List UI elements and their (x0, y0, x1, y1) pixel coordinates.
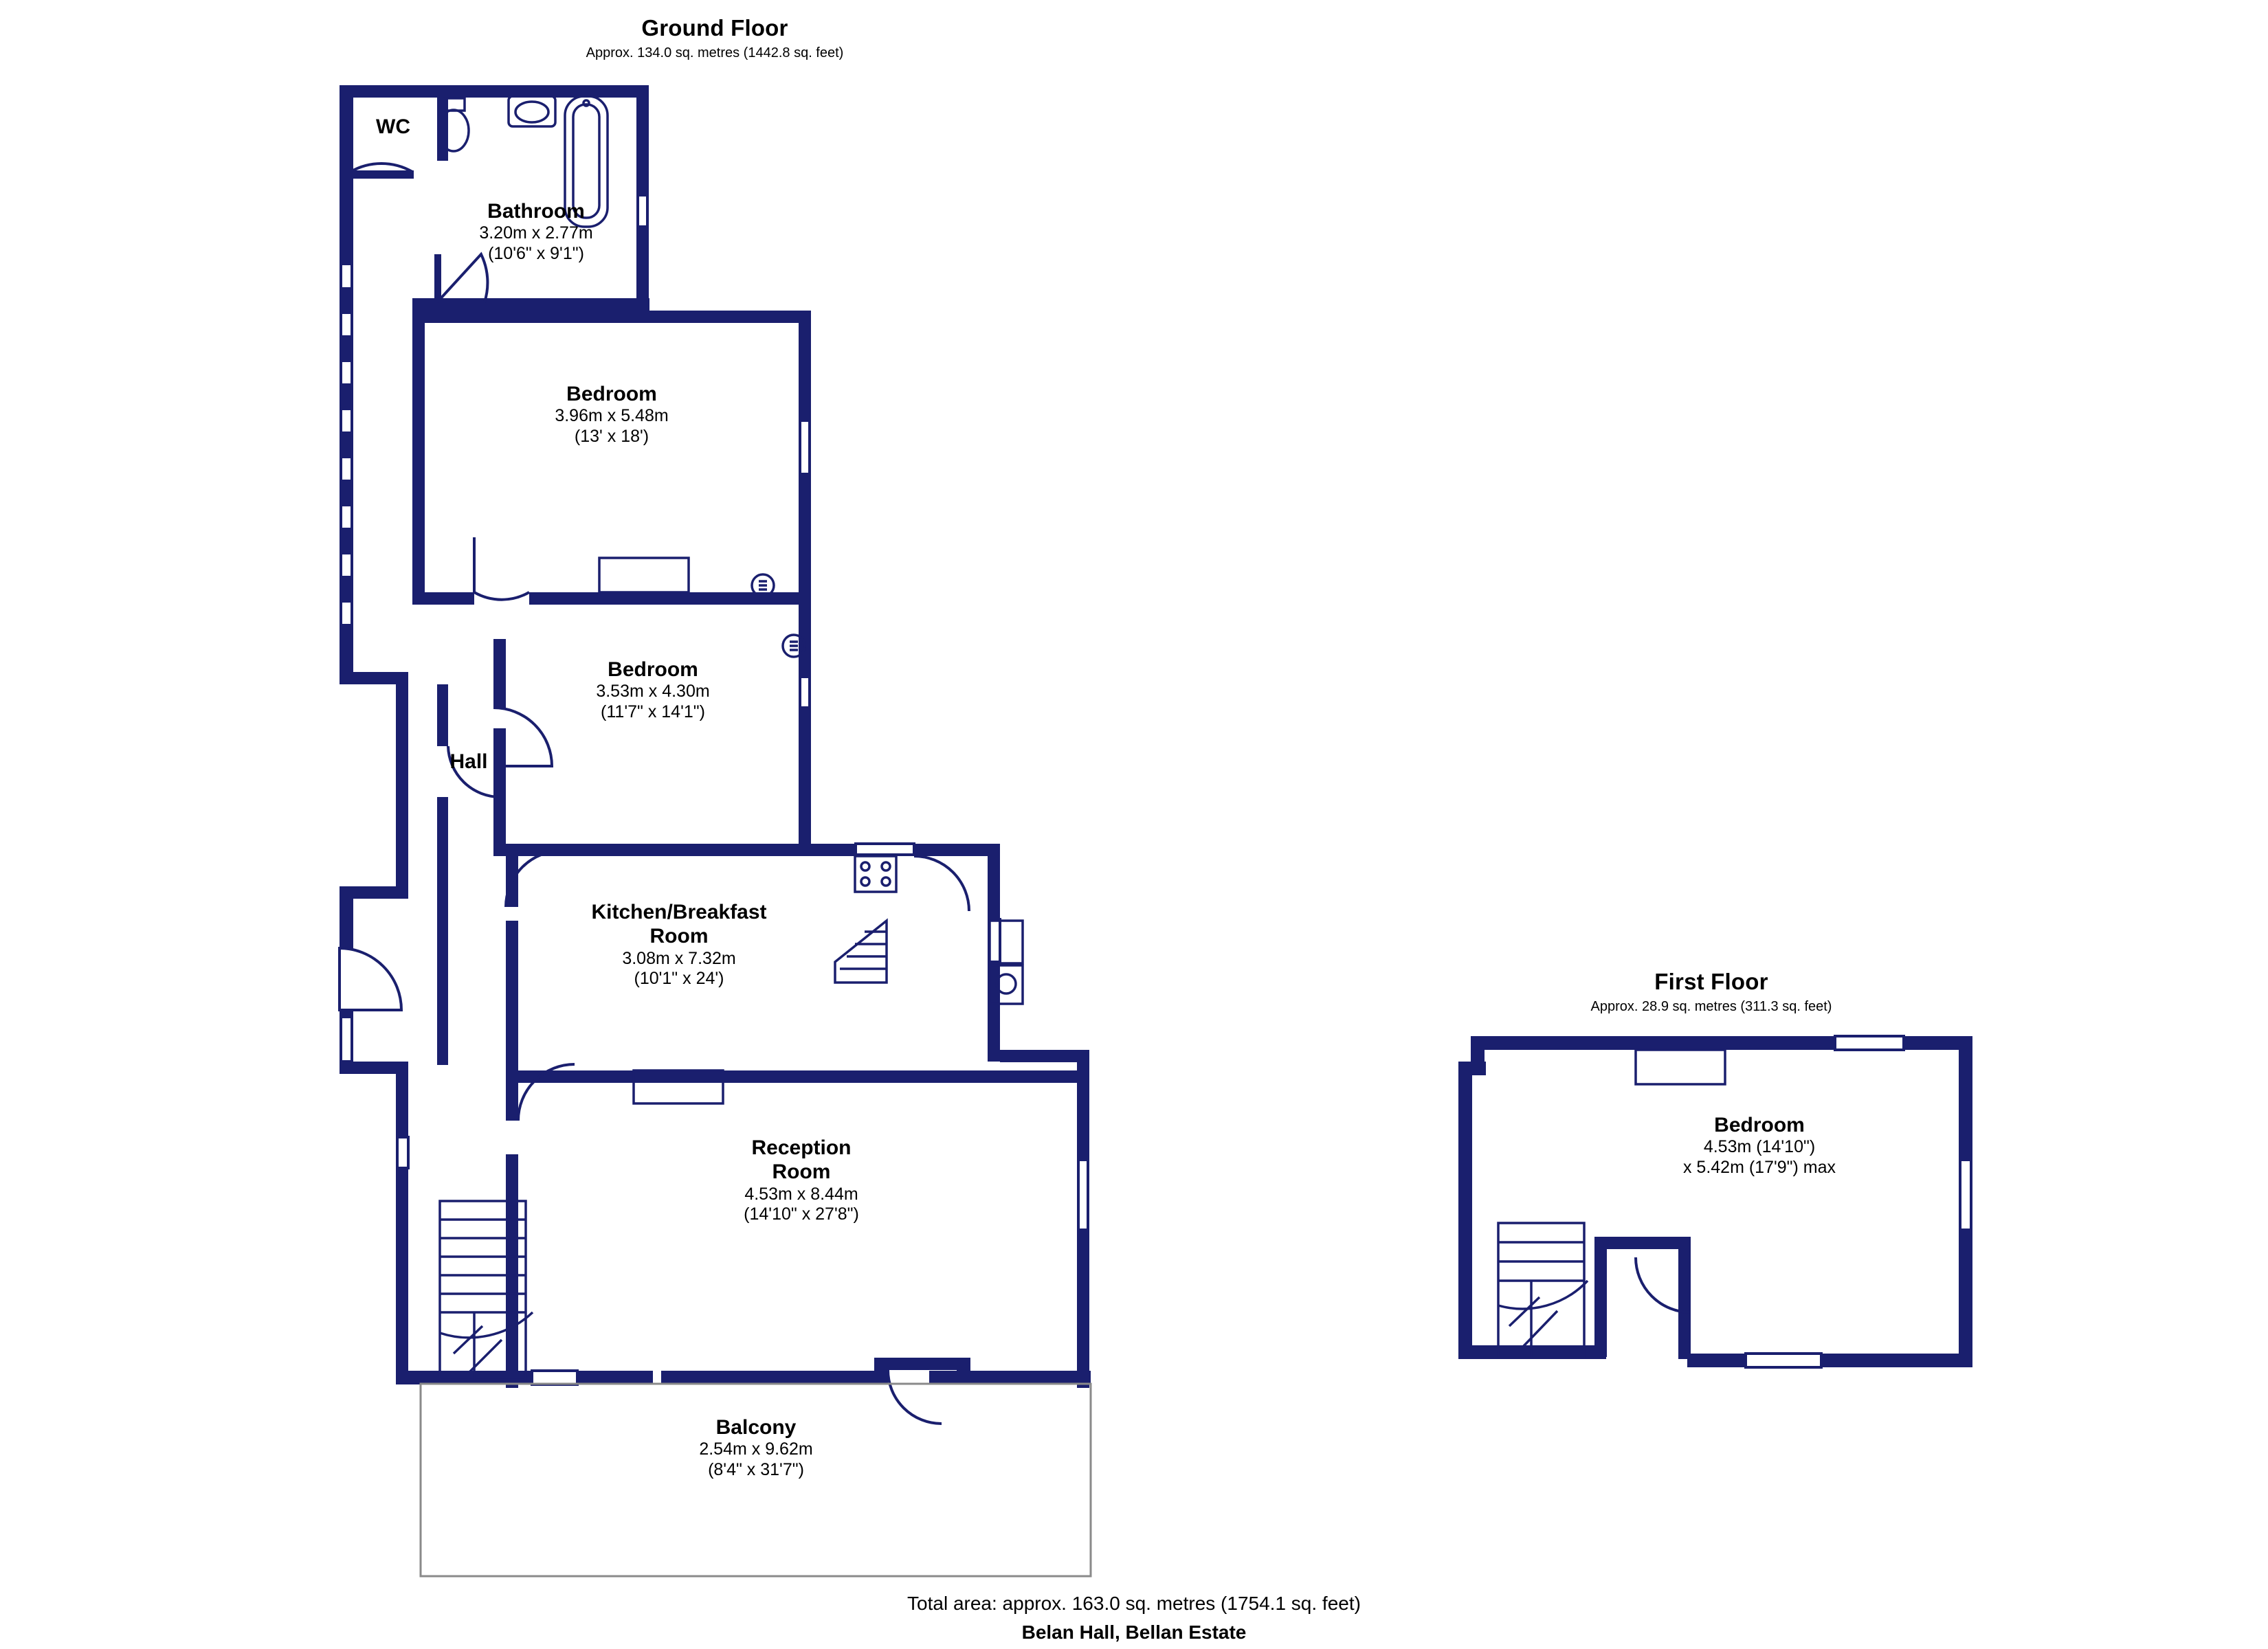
room-label-balcony (699, 1415, 812, 1480)
room-label-kitchen-breakfast-room (591, 900, 766, 989)
room-label-bathroom (479, 199, 592, 264)
ground-floor-area: Approx. 134.0 sq. metres (1442.8 sq. feet) (586, 45, 844, 60)
reception-name-line-1: Reception (751, 1136, 852, 1159)
balcony-dims-imperial: (8'4" x 31'7") (708, 1459, 804, 1479)
ground-floor-title: Ground Floor (641, 15, 788, 41)
ground-floor-geometry (340, 85, 1091, 1576)
bedroom-1-dims-imperial: (13' x 18') (574, 426, 649, 446)
footer-block (907, 1593, 1361, 1644)
bedroom-2-name: Bedroom (608, 658, 698, 681)
first-floor-windows (1746, 1036, 1971, 1367)
kitchen-name-line-1: Kitchen/Breakfast (591, 901, 767, 923)
bathroom-name: Bathroom (487, 200, 585, 223)
first-floor-fixtures (1498, 1050, 1725, 1357)
first-floor-title: First Floor (1654, 969, 1768, 994)
bedroom-3-name: Bedroom (1714, 1114, 1805, 1136)
bedroom-2-dims-imperial: (11'7" x 14'1") (601, 702, 705, 721)
ground-floor-windows (341, 195, 1088, 1384)
room-label-hall: Hall (449, 750, 488, 773)
room-label-bedroom-3 (1683, 1113, 1836, 1178)
bedroom-3-dims-metric: 4.53m (14'10") (1703, 1137, 1816, 1157)
bedroom-2-dims-metric: 3.53m x 4.30m (596, 682, 710, 702)
bedroom-1-dims-metric: 3.96m x 5.48m (555, 406, 669, 426)
first-floor-area: Approx. 28.9 sq. metres (311.3 sq. feet) (1590, 999, 1832, 1014)
reception-dims-metric: 4.53m x 8.44m (744, 1184, 858, 1204)
reception-dims-imperial: (14'10" x 27'8") (744, 1204, 859, 1224)
room-label-bedroom-2 (596, 658, 709, 722)
room-label-wc: WC (376, 115, 410, 138)
kitchen-name-line-2: Room (649, 925, 709, 948)
room-label-reception-room (744, 1136, 859, 1225)
total-area-text: Total area: approx. 163.0 sq. metres (1754.1 sq. feet) (907, 1593, 1361, 1614)
first-floor-title-block (1591, 969, 1832, 1015)
bedroom-3-dims-imperial: x 5.42m (17'9") max (1682, 1157, 1836, 1177)
bedroom-1-name: Bedroom (566, 383, 657, 405)
first-floor-geometry (1458, 1036, 1972, 1367)
bathroom-dims-metric: 3.20m x 2.77m (479, 223, 593, 243)
reception-name-line-2: Room (772, 1160, 831, 1184)
kitchen-dims-imperial: (10'1" x 24') (634, 969, 724, 989)
room-fixtures (599, 558, 805, 1103)
ground-floor-doors (340, 164, 969, 1424)
property-address: Belan Hall, Bellan Estate (1021, 1622, 1247, 1643)
ground-floor-walls (340, 85, 1091, 1388)
kitchen-dims-metric: 3.08m x 7.32m (622, 948, 736, 968)
reception-staircase (440, 1201, 533, 1380)
room-label-bedroom-1 (555, 382, 668, 447)
bathroom-dims-imperial: (10'6" x 9'1") (488, 243, 584, 263)
balcony-name: Balcony (715, 1416, 797, 1439)
ground-floor-title-block (586, 15, 844, 61)
first-floor-walls (1458, 1036, 1972, 1367)
balcony-dims-metric: 2.54m x 9.62m (699, 1439, 813, 1459)
